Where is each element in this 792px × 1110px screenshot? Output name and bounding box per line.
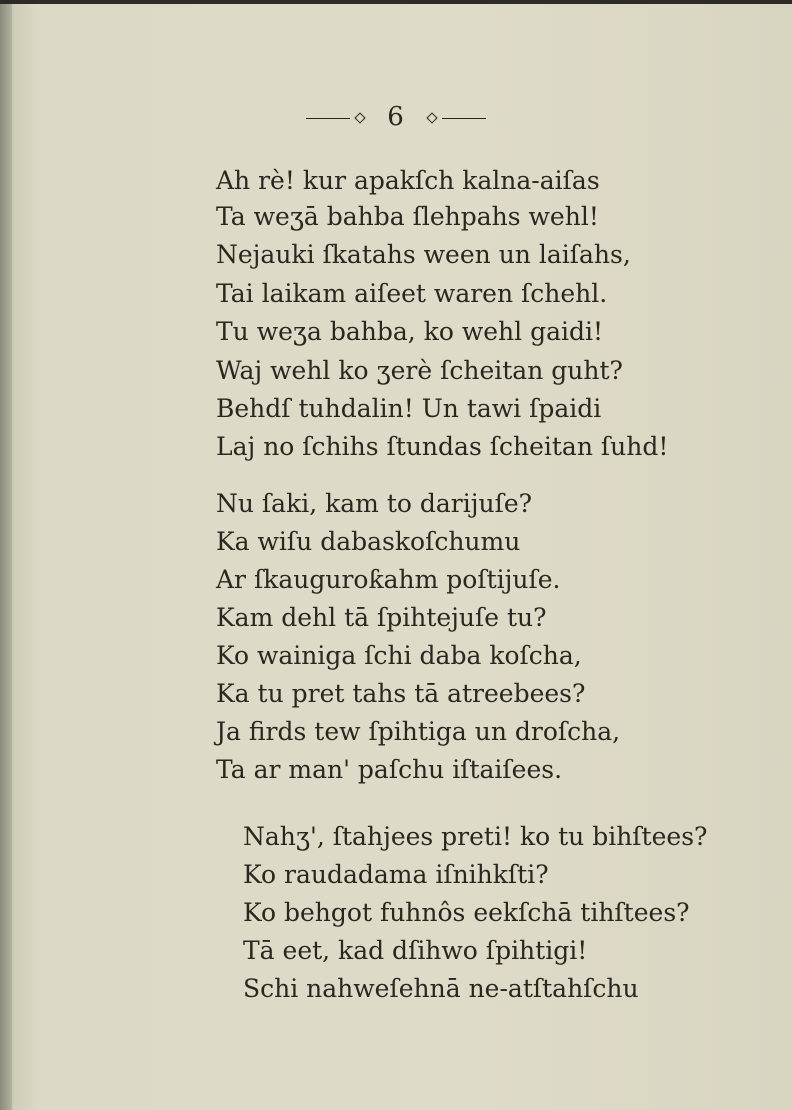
poem-line: Waj wehl ko ʒerè ſcheitan guht?	[216, 356, 623, 385]
page-number-header	[0, 102, 792, 132]
poem-line: Nejauki ſkatahs ween un laiſahs,	[216, 240, 631, 269]
poem-line: Ta ar man' paſchu iſtaiſees.	[216, 755, 563, 784]
right-rule-ornament	[442, 118, 486, 119]
poem-line: Ka wiſu dabaskoſchumu	[216, 527, 521, 556]
book-spine-edge	[0, 0, 12, 1110]
poem-line: Nu ſaki, kam to darijuſe?	[216, 489, 533, 518]
left-diamond-ornament	[354, 112, 365, 123]
page-top-edge	[0, 0, 792, 4]
poem-line: Behdſ tuhdalin! Un tawi ſpaidi	[216, 394, 602, 423]
poem-line: Ko wainiga ſchi daba koſcha,	[216, 641, 582, 670]
poem-line: Ar ſkauguroƙahm poſtijuſe.	[216, 565, 561, 594]
poem-line: Ah rè! kur apakſch kalna-aiſas	[216, 166, 600, 195]
poem-line: Tu weʒa bahba, ko wehl gaidi!	[216, 317, 604, 346]
poem-line: Tā eet, kad dſihwo ſpihtigi!	[243, 936, 588, 965]
right-diamond-ornament	[426, 112, 437, 123]
poem-line: Laj no ſchihs ſtundas ſcheitan ſuhd!	[216, 432, 669, 461]
poem-line: Ko behgot fuhnôs eekſchā tihſtees?	[243, 898, 690, 927]
poem-line: Ja firds tew ſpihtiga un droſcha,	[216, 717, 621, 746]
poem-line: Ta weʒā bahba ſlehpahs wehl!	[216, 202, 599, 231]
left-rule-ornament	[306, 118, 350, 119]
poem-line: Schi nahweſehnā ne-atſtahſchu	[243, 974, 639, 1003]
page-number: 6	[387, 102, 405, 132]
poem-line: Nahʒ', ſtahjees preti! ko tu bihſtees?	[243, 822, 708, 851]
poem-line: Kam dehl tā ſpihtejuſe tu?	[216, 603, 547, 632]
poem-line: Tai laikam aiſeet waren ſchehl.	[216, 279, 608, 308]
poem-line: Ko raudadama iſnihkſti?	[243, 860, 549, 889]
poem-line: Ka tu pret tahs tā atreebees?	[216, 679, 586, 708]
